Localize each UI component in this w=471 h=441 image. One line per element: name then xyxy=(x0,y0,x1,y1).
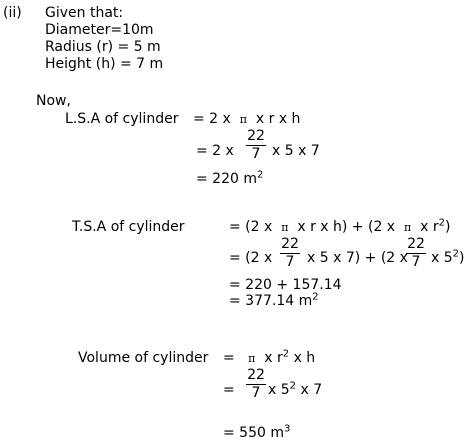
lsa-result: = 220 $m^2$ xyxy=(196,169,264,187)
volume-line-1: = π x $r^2$ x h xyxy=(223,348,316,366)
given-diameter: Diameter=10m xyxy=(45,22,154,38)
tsa-line-2-a: = (2 x xyxy=(229,250,273,266)
lsa-line-1: = 2 x π x r x h xyxy=(193,111,301,127)
pi-symbol: π xyxy=(239,113,247,126)
part-label: (ii) xyxy=(3,5,22,21)
tsa-line-2-c: x $5^2$) xyxy=(431,248,465,266)
tsa-line-1: = (2 x π x r x h) + (2 x π x $r^2$) xyxy=(229,217,451,235)
tsa-line-2-b: x 5 x 7) + (2 x xyxy=(307,250,408,266)
volume-label: Volume of cylinder xyxy=(78,350,209,366)
lsa-line-2-post: x 5 x 7 xyxy=(272,143,320,159)
fraction-22-7: 22 7 xyxy=(407,236,425,270)
tsa-line-3: = 220 + 157.14 xyxy=(229,277,342,293)
given-radius: Radius (r) = 5 m xyxy=(45,39,161,55)
lsa-line-2-pre: = 2 x xyxy=(196,143,234,159)
given-height: Height (h) = 7 m xyxy=(45,56,164,72)
fraction-22-7: 22 7 xyxy=(247,367,265,401)
volume-line-2-pre: = xyxy=(223,382,235,398)
volume-result: = 550 $m^3$ xyxy=(223,423,291,441)
lsa-label: L.S.A of cylinder xyxy=(65,111,179,127)
now-label: Now, xyxy=(36,93,71,109)
volume-line-2-post: x $5^2$ x 7 xyxy=(268,380,323,398)
given-heading: Given that: xyxy=(45,5,124,21)
fraction-22-7: 22 7 xyxy=(281,236,299,270)
fraction-22-7: 22 7 xyxy=(247,128,265,162)
tsa-label: T.S.A of cylinder xyxy=(72,219,185,235)
tsa-result: = 377.14 $m^2$ xyxy=(229,291,319,309)
